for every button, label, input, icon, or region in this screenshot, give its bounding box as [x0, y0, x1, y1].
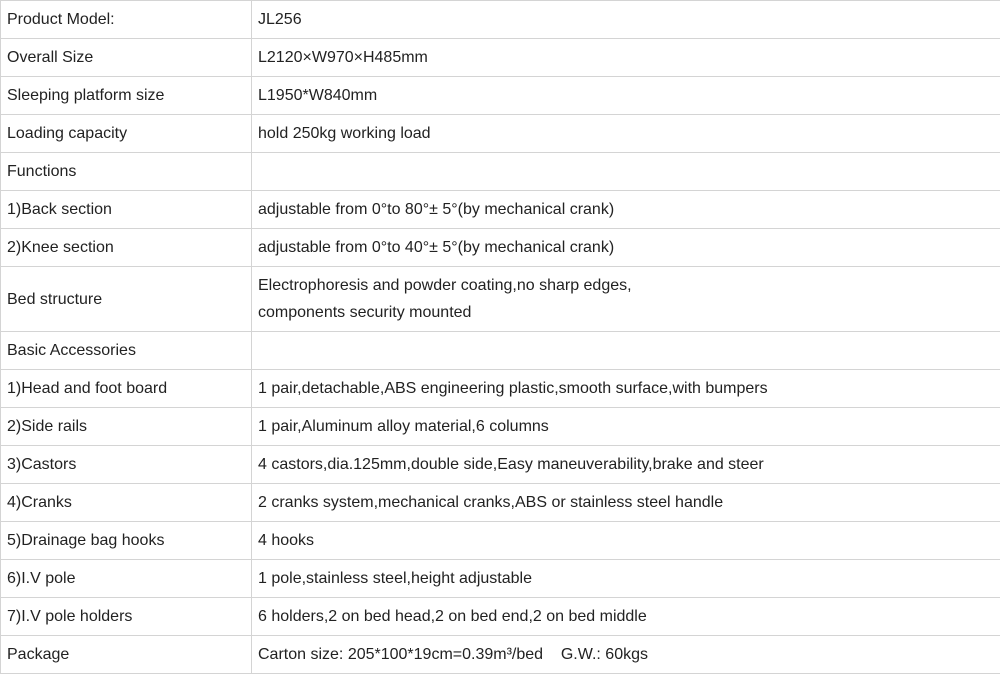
row-value [252, 332, 1000, 370]
section-row [1, 153, 1000, 191]
table-row [1, 229, 1000, 267]
row-value: Carton size: 205*100*19cm=0.39m³/bed G.W.: 60kgs [252, 636, 1000, 674]
row-label: 2)Side rails [1, 408, 252, 446]
row-label: 7)I.V pole holders [1, 598, 252, 636]
table-row [1, 1, 1000, 39]
table-row [1, 522, 1000, 560]
table-row [1, 115, 1000, 153]
row-value: adjustable from 0°to 80°± 5°(by mechanical crank) [252, 191, 1000, 229]
row-value: 2 cranks system,mechanical cranks,ABS or stainless steel handle [252, 484, 1000, 522]
row-label: 5)Drainage bag hooks [1, 522, 252, 560]
row-value: 4 hooks [252, 522, 1000, 560]
row-value: 6 holders,2 on bed head,2 on bed end,2 on bed middle [252, 598, 1000, 636]
row-value: 1 pole,stainless steel,height adjustable [252, 560, 1000, 598]
row-value-line: components security mounted [258, 304, 472, 321]
table-row [1, 446, 1000, 484]
row-label: 1)Back section [1, 191, 252, 229]
row-value: 1 pair,Aluminum alloy material,6 columns [252, 408, 1000, 446]
row-value: L1950*W840mm [252, 77, 1000, 115]
row-value: adjustable from 0°to 40°± 5°(by mechanical crank) [252, 229, 1000, 267]
row-label: 6)I.V pole [1, 560, 252, 598]
row-label: Sleeping platform size [1, 77, 252, 115]
row-label: Bed structure [1, 267, 252, 332]
row-label: 3)Castors [1, 446, 252, 484]
table-row [1, 191, 1000, 229]
row-label: 4)Cranks [1, 484, 252, 522]
row-value [252, 153, 1000, 191]
table-row [1, 39, 1000, 77]
section-row [1, 332, 1000, 370]
table-row [1, 636, 1000, 674]
table-row [1, 598, 1000, 636]
row-value-line: Electrophoresis and powder coating,no sharp edges, [258, 277, 632, 294]
table-row [1, 77, 1000, 115]
section-label: Basic Accessories [1, 332, 252, 370]
row-label: Product Model: [1, 1, 252, 39]
row-label: Overall Size [1, 39, 252, 77]
row-value: JL256 [252, 1, 1000, 39]
row-label: 2)Knee section [1, 229, 252, 267]
row-label: Loading capacity [1, 115, 252, 153]
row-value: L2120×W970×H485mm [252, 39, 1000, 77]
row-label: Package [1, 636, 252, 674]
table-row [1, 408, 1000, 446]
row-value: 4 castors,dia.125mm,double side,Easy maneuverability,brake and steer [252, 446, 1000, 484]
table-row [1, 267, 1000, 332]
row-value: 1 pair,detachable,ABS engineering plastic,smooth surface,with bumpers [252, 370, 1000, 408]
table-row [1, 370, 1000, 408]
section-label: Functions [1, 153, 252, 191]
row-value [252, 267, 1000, 332]
table-row [1, 484, 1000, 522]
table-row [1, 560, 1000, 598]
row-value: hold 250kg working load [252, 115, 1000, 153]
row-label: 1)Head and foot board [1, 370, 252, 408]
